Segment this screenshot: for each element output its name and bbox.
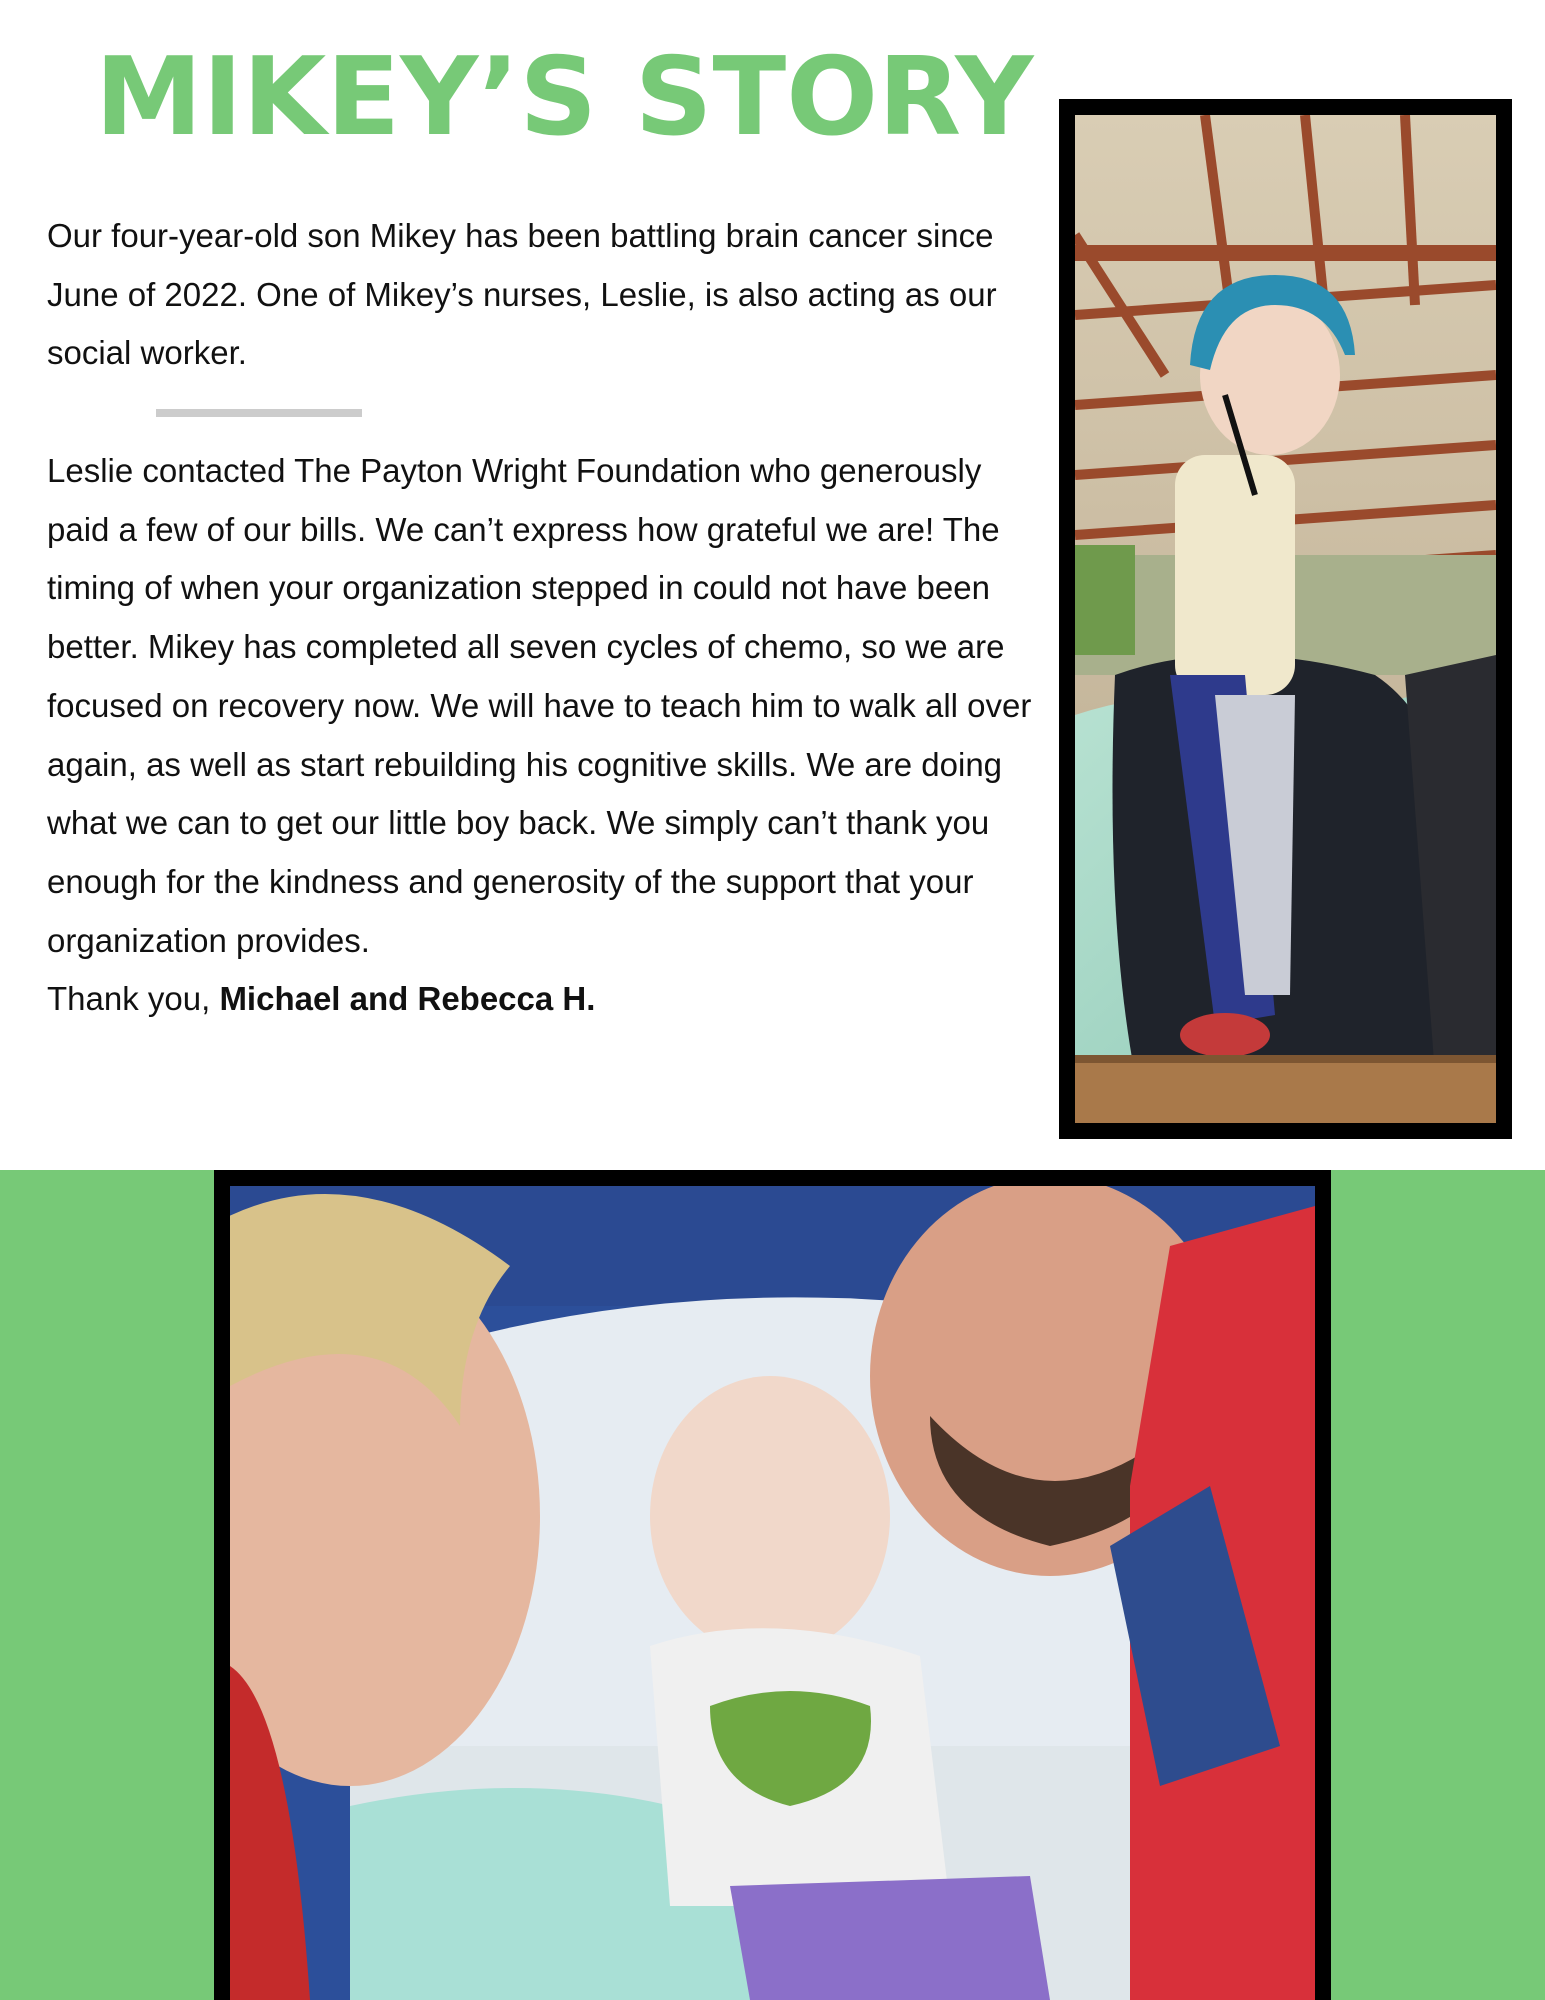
section-divider xyxy=(156,409,362,417)
signoff-prefix: Thank you, xyxy=(47,980,220,1018)
story-paragraph-main-text: Leslie contacted The Payton Wright Foundation who generously paid a few of our bills. We can’t express how grateful we are! The timing of when your organization stepped in could not have been better. Mikey has completed all seven cycles of chemo, so we are focused on recovery now. We will have to teach him to walk all over again, as well as start rebuilding his cognitive skills. We are doing what we can to get our little boy back. We simply can’t thank you enough for the kindness and generosity of the support that your organization provides. xyxy=(47,452,1032,959)
photo-frame-horse xyxy=(1059,99,1512,1139)
photo-family-hospital xyxy=(230,1186,1315,2000)
signoff-names: Michael and Rebecca H. xyxy=(219,980,596,1018)
photo-frame-family xyxy=(214,1170,1331,2000)
photo-child-on-horse xyxy=(1075,115,1496,1123)
page-title: MIKEY’S STORY xyxy=(95,35,1034,160)
story-paragraph-main xyxy=(47,442,1037,1029)
story-paragraph-intro: Our four-year-old son Mikey has been battling brain cancer since June of 2022. One of Mikey’s nurses, Leslie, is also acting as our social worker. xyxy=(47,217,997,372)
